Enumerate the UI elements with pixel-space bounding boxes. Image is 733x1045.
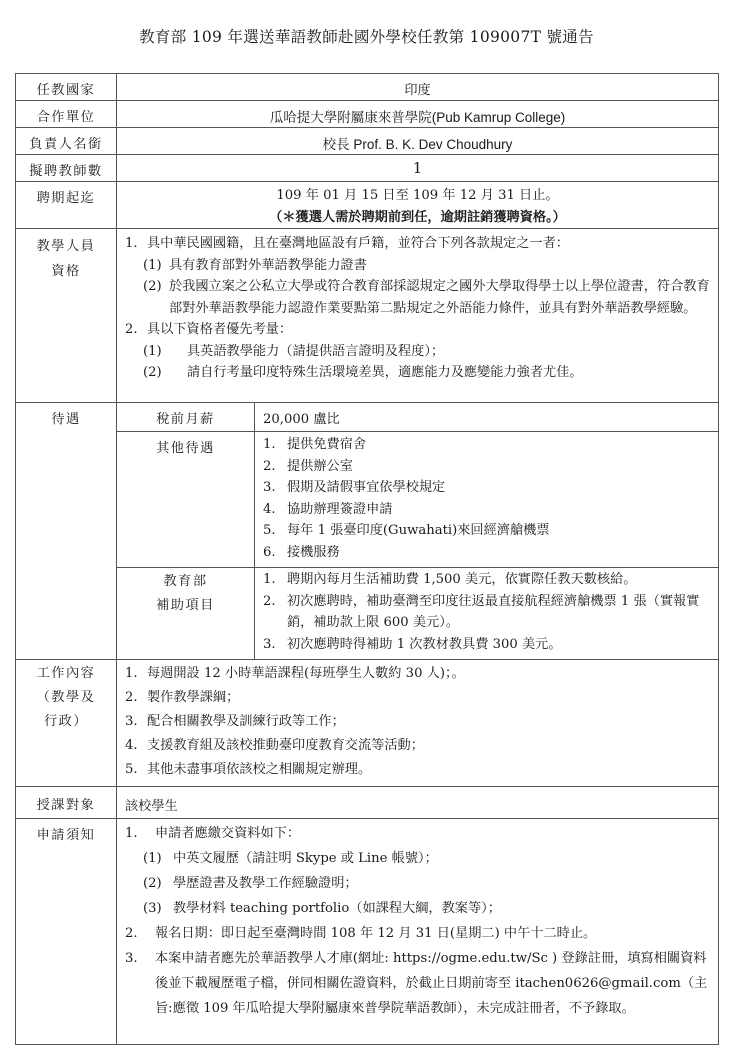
label-teachers: 擬聘教師數 bbox=[16, 155, 117, 182]
label-salary: 稅前月薪 bbox=[117, 403, 255, 432]
row-qualification bbox=[16, 229, 719, 403]
qual-subitem: (2) 於我國立案之公私立大學或符合教育部採認規定之國外大學取得學士以上學位證書，符合教育部對外華語教學能力認證作業要點第二點規定之外語能力條件，並具有對外華語教學經驗。 bbox=[143, 279, 710, 316]
benefit-item: 1. 提供免費宿舍 bbox=[263, 437, 367, 452]
work-item: 4. 支援教育組及該校推動臺印度教育交流等活動； bbox=[125, 738, 424, 753]
benefit-item: 3. 假期及請假事宜依學校規定 bbox=[263, 480, 446, 495]
label-partner: 合作單位 bbox=[16, 101, 117, 128]
qual-subitem: (2) 請自行考量印度特殊生活環境差異，適應能力及應變能力強者尤佳。 bbox=[143, 365, 583, 380]
app-item: 1. 申請者應繳交資料如下： bbox=[125, 826, 301, 841]
subsidy-item: 3. 初次應聘時得補助 1 次教材教具費 300 美元。 bbox=[263, 636, 562, 652]
value-teachers: 1 bbox=[117, 155, 719, 182]
app-subitem: (3) 教學材料 teaching portfolio（如課程大綱，教案等）； bbox=[143, 901, 501, 916]
label-moe-line1: 教育部 bbox=[163, 574, 208, 589]
value-country: 印度 bbox=[117, 74, 719, 101]
label-other-benefits: 其他待遇 bbox=[117, 432, 255, 568]
benefit-item: 2. 提供辦公室 bbox=[263, 458, 353, 474]
benefit-item: 5. 每年 1 張臺印度(Guwahati)來回經濟艙機票 bbox=[263, 523, 550, 538]
label-head: 負責人名銜 bbox=[16, 128, 117, 155]
app-item: 2. 報名日期：即日起至臺灣時間 108 年 12 月 31 日(星期二) 中午十二時止。 bbox=[125, 926, 597, 941]
work-item: 2. 製作教學課綱； bbox=[125, 690, 240, 705]
row-period bbox=[16, 182, 719, 229]
value-target: 該校學生 bbox=[117, 787, 719, 819]
subsidy-item: 1. 聘期內每月生活補助費 1,500 美元，依實際任教天數核給。 bbox=[263, 572, 637, 587]
value-head: 校長 Prof. B. K. Dev Choudhury bbox=[117, 128, 719, 155]
notice-table bbox=[15, 73, 719, 1045]
benefit-item: 6. 接機服務 bbox=[263, 544, 340, 560]
value-application bbox=[117, 819, 719, 1045]
period-dates: 109 年 01 月 15 日至 109 年 12 月 31 日止。 bbox=[276, 188, 559, 203]
value-moe-subsidy bbox=[255, 568, 719, 660]
row-benefits-moe bbox=[16, 568, 719, 660]
value-partner: 瓜哈提大學附屬康來普學院(Pub Kamrup College) bbox=[117, 101, 719, 128]
label-qualification-line2: 資格 bbox=[51, 264, 81, 279]
benefit-item: 4. 協助辦理簽證申請 bbox=[263, 501, 393, 517]
app-subitem: (2) 學歷證書及教學工作經驗證明； bbox=[143, 876, 358, 891]
notice-title: 教育部 109 年選送華語教師赴國外學校任教第 109007T 號通告 bbox=[139, 28, 594, 46]
row-application bbox=[16, 819, 719, 1045]
label-moe-line2: 補助項目 bbox=[156, 598, 215, 613]
value-work bbox=[117, 660, 719, 787]
label-work-line1: 工作內容 bbox=[36, 666, 96, 681]
label-qualification-line1: 教學人員 bbox=[36, 239, 96, 254]
value-salary: 20,000 盧比 bbox=[255, 403, 719, 432]
row-benefits-salary bbox=[16, 403, 719, 432]
label-work-line3: 行政） bbox=[43, 714, 89, 729]
row-target bbox=[16, 787, 719, 819]
subsidy-item: 2. 初次應聘時，補助臺灣至印度往返最直接航程經濟艙機票 1 張（實報實銷，補助款上限 600 美元）。 bbox=[263, 593, 700, 630]
label-application: 申請須知 bbox=[16, 819, 117, 1045]
label-target: 授課對象 bbox=[16, 787, 117, 819]
label-work bbox=[16, 660, 117, 787]
value-other-benefits bbox=[255, 432, 719, 568]
label-country: 任教國家 bbox=[16, 74, 117, 101]
qual-item: 1. 具中華民國國籍，且在臺灣地區設有戶籍，並符合下列各款規定之一者： bbox=[125, 236, 569, 251]
row-partner bbox=[16, 101, 719, 128]
app-subitem: (1) 中英文履歷（請註明 Skype 或 Line 帳號）； bbox=[143, 851, 438, 866]
row-head bbox=[16, 128, 719, 155]
label-work-line2: （教學及 bbox=[36, 690, 96, 705]
value-period bbox=[117, 182, 719, 229]
label-moe-subsidy bbox=[117, 568, 255, 660]
row-benefits-other bbox=[16, 432, 719, 568]
label-qualification bbox=[16, 229, 117, 403]
row-teachers bbox=[16, 155, 719, 182]
label-benefits: 待遇 bbox=[16, 403, 117, 660]
qual-subitem: (1) 具有教育部對外華語教學能力證書 bbox=[143, 257, 367, 273]
period-note: （＊獲選人需於聘期前到任，逾期註銷獲聘資格。） bbox=[269, 209, 566, 225]
value-qualification bbox=[117, 229, 719, 403]
qual-item: 2. 具以下資格者優先考量： bbox=[125, 322, 293, 337]
work-item: 3. 配合相關教學及訓練行政等工作； bbox=[125, 714, 345, 729]
work-item: 5. 其他未盡事項依該校之相關規定辦理。 bbox=[125, 762, 372, 777]
work-item: 1. 每週開設 12 小時華語課程(每班學生人數約 30 人)；。 bbox=[125, 666, 465, 681]
row-country bbox=[16, 74, 719, 101]
qual-subitem: (1) 具英語教學能力（請提供語言證明及程度）； bbox=[143, 343, 445, 359]
app-item: 3. 本案申請者應先於華語教學人才庫(網址: https://ogme.edu.tw/Sc ) 登錄註冊，填寫相關資料後並下載履歷電子檔，併同相關佐證資料，於截止日期前寄至 itachen0626@gmail.com（主旨:應徵 109 年瓜哈提大學附屬康來普學院華語教師），未完成註冊者，不予錄取。 bbox=[125, 951, 708, 1016]
row-work bbox=[16, 660, 719, 787]
label-period: 聘期起迄 bbox=[16, 182, 117, 229]
